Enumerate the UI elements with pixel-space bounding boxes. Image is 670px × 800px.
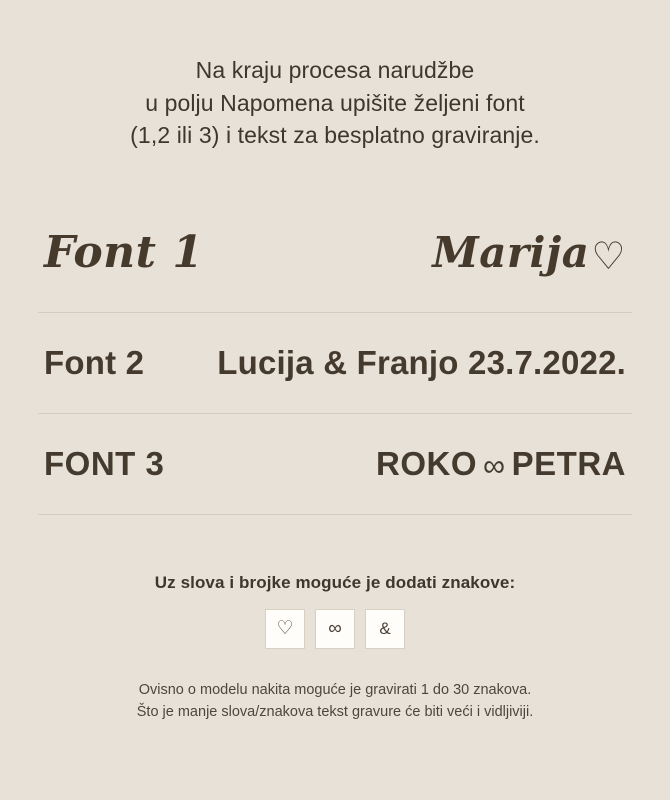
infinity-symbol-box <box>315 609 355 649</box>
symbols-title: Uz slova i brojke moguće je dodati znakove: <box>154 572 516 592</box>
font-1-example-text: Marija <box>432 228 590 278</box>
intro-line-1: Na kraju procesa narudžbe <box>195 57 475 83</box>
font-2-label: Font 2 <box>44 343 145 381</box>
font-3-label: FONT 3 <box>44 444 165 482</box>
font-3-example <box>376 445 626 483</box>
ampersand-icon: & <box>379 619 391 639</box>
divider-3 <box>38 514 632 515</box>
font-1-example <box>432 228 626 277</box>
ampersand-symbol-box <box>365 609 405 649</box>
font-3-example-text-after: PETRA <box>511 444 626 482</box>
font-2-example: Lucija & Franjo 23.7.2022. <box>217 343 626 381</box>
infinity-icon: ∞ <box>483 447 506 483</box>
font-sample-row-3 <box>36 414 634 514</box>
footnote-line-2: Što je manje slova/znakova tekst gravure će biti veći i vidljiviji. <box>136 704 534 721</box>
font-3-example-text-before: ROKO <box>376 444 478 482</box>
font-1-label: Font 1 <box>44 227 204 279</box>
heart-icon: ♡ <box>276 618 294 640</box>
font-samples-list <box>36 194 634 515</box>
intro-line-2: u polju Napomena upišite željeni font <box>145 89 525 116</box>
infinity-icon: ∞ <box>328 618 342 640</box>
symbols-list <box>36 609 634 649</box>
intro-line-3: (1,2 ili 3) i tekst za besplatno graviranje. <box>130 122 540 149</box>
symbols-section <box>36 573 634 649</box>
font-sample-row-1 <box>36 194 634 312</box>
intro-instructions <box>36 54 634 152</box>
heart-symbol-box <box>265 609 305 649</box>
font-sample-row-2 <box>36 313 634 413</box>
footnote-line-1: Ovisno o modelu nakita moguće je gravirati 1 do 30 znakova. <box>138 681 532 698</box>
heart-icon: ♡ <box>591 234 626 279</box>
footnote <box>36 679 634 724</box>
